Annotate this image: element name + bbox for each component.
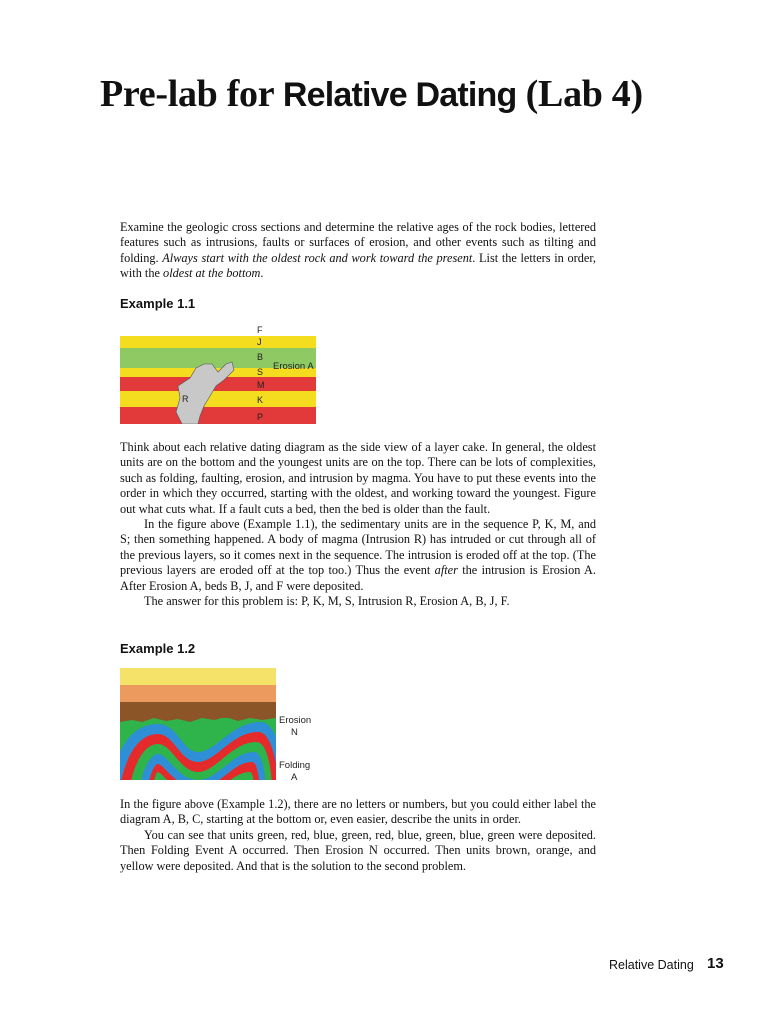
footer-section-label: Relative Dating [609,958,694,972]
title-part-2: Relative Dating [282,76,517,114]
explanation-2-paragraphs [120,797,596,874]
intro-italic-2: oldest at the bottom [163,266,261,281]
folding-a-label-line2: A [291,772,298,783]
intro-text-2: . List the letters in order, with the [120,250,596,281]
explanation-p1: Think about each relative dating diagram as the side view of a layer cake. In general, the oldest units are on the bottom and the youngest units are on the top. There can be lots of complexities, such as folding, faulting, erosion, and intrusion by magma. You have to put these events into the order in which they occurred, starting with the oldest, and working toward the youngest. Figure out what cuts what. If a fault cuts a bed, then the bed is older than the fault. [120,440,596,516]
intro-italic-1: Always start with the oldest rock and work toward the present [162,250,473,265]
layer-yellow [120,668,276,685]
intro-text-3: . [260,266,264,281]
page-title [100,72,643,116]
intro-text-1: Examine the geologic cross sections and determine the relative ages of the rock bodies, lettered features such as intrusions, faults or surfaces of erosion, and other events such as tilting and folding. [120,220,596,265]
layer-label-s: S [257,367,264,377]
explanation-2-p1: In the figure above (Example 1.2), there are no letters or numbers, but you could either label the diagram A, B, C, starting at the bottom or, even easier, describe the units in order. [120,797,596,827]
layer-k [120,391,316,407]
footer-page-number: 13 [707,955,724,972]
intrusion-label-r: R [182,394,189,404]
layer-label-p: P [257,412,264,422]
folding-a-label-line1: Folding [279,760,311,771]
example-1-diagram [120,324,350,424]
example-1-heading: Example 1.1 [120,296,196,311]
layer-p [120,407,316,424]
layer-label-k: K [257,395,264,405]
layer-j [120,336,316,348]
title-part-3: (Lab 4) [516,73,643,115]
layer-label-b: B [257,352,264,362]
explanation-p3: The answer for this problem is: P, K, M, S, Intrusion R, Erosion A, B, J, F. [144,594,510,609]
intro-paragraph [120,220,596,282]
explanation-p2-text-a: In the figure above (Example 1.1), the sedimentary units are in the sequence P, K, M, and S; then something happened. A body of magma (Intrusion R) has intruded or cut through all of the previous layers, so it comes next in the sequence. The intrusion is eroded off at the top. (The previous layers are eroded off at the top too.) Thus the event [120,517,596,578]
example-2-heading: Example 1.2 [120,641,196,656]
folded-layers [120,716,290,784]
explanation-p2-text-b: the intrusion is Erosion A. After Erosion A, beds B, J, and F were deposited. [120,563,596,593]
explanation-p2 [120,517,596,594]
explanation-paragraphs [120,440,596,609]
erosion-n-label-line2: N [291,727,298,738]
layer-label-m: M [257,380,265,390]
layer-label-f: F [257,325,263,335]
example-2-diagram [120,668,330,784]
title-part-1: Pre-lab for [100,73,283,115]
layer-label-j: J [257,337,262,347]
explanation-2-p2: You can see that units green, red, blue, green, red, blue, green, blue, green were deposited. Then Folding Event A occurred. Then Erosion N occurred. Then units brown, orange, and yellow were deposited. And that is the solution to the second problem. [120,827,596,873]
explanation-p2-italic: after [434,563,458,578]
layer-orange [120,685,276,702]
erosion-a-label: Erosion A [273,361,314,372]
erosion-n-label-line1: Erosion [279,715,312,726]
